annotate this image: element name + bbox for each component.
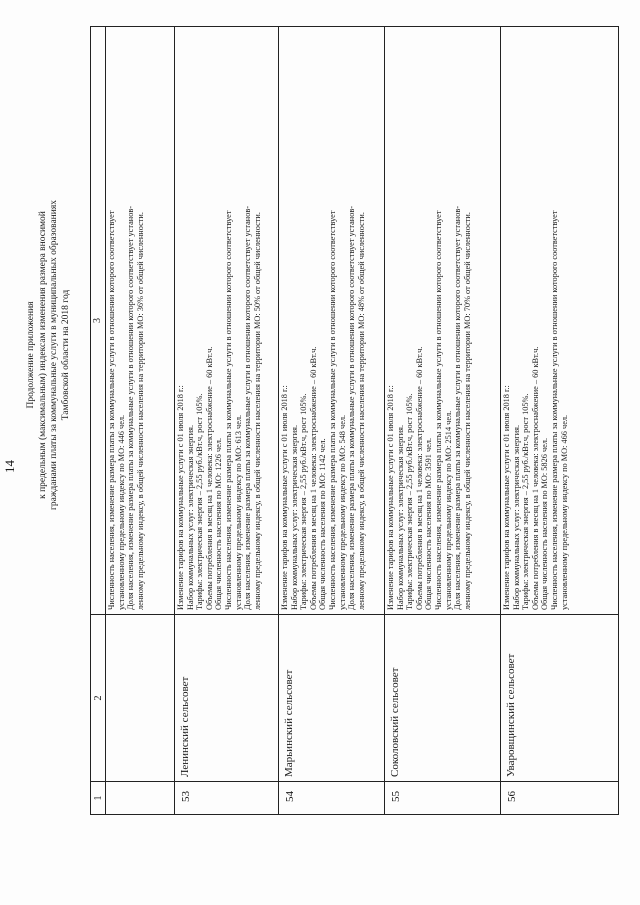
description-line: Численность населения, изменение размера платы за коммунальные услуги в отношении которого соответствует — [107, 210, 116, 610]
description-cell — [385, 27, 500, 614]
municipality-cell — [106, 614, 174, 781]
description-line: Численность населения, изменение размера платы за коммунальные услуги в отношении которого соответствует — [327, 210, 337, 610]
description-line: Набор коммунальных услуг: электрическая энергия. — [289, 424, 299, 610]
description-line: Доля населения, изменение размера платы за коммунальные услуги в отношении которого соответствует установ- — [243, 205, 253, 610]
municipality-cell: Уваровщинский сельсовет — [501, 614, 618, 781]
description-line: Набор коммунальных услуг: электрическая энергия. — [511, 424, 521, 610]
description-line: Тарифы: электрическая энергия – 2,55 руб./кВт.ч, рост 105%. — [299, 393, 309, 610]
heading-line-2: к предельным (максимальным) индексам изменения размера вносимой — [37, 211, 48, 499]
description-cell — [501, 27, 618, 614]
description-line: ленному предельному индексу, в общей численности населения на территории МО: 50% от общей численности. — [252, 212, 262, 610]
row-number-cell: 56 — [501, 781, 618, 814]
description-line: Изменение тарифов на коммунальные услуги с 01 июля 2018 г.: — [176, 385, 185, 610]
heading-line-3: гражданами платы за коммунальные услуги в муниципальных образованиях — [49, 200, 59, 510]
tariff-table — [90, 26, 619, 815]
description-line: Объемы потребления в месяц на 1 человека: электроснабжение – 60 кВт.ч. — [308, 346, 318, 610]
municipality-cell: Марьинский сельсовет — [279, 614, 384, 781]
description-cell — [106, 27, 174, 614]
description-line: Изменение тарифов на коммунальные услуги с 01 июля 2018 г.: — [280, 385, 289, 610]
appendix-heading — [26, 105, 72, 605]
row-number-cell — [106, 781, 174, 814]
heading-line-1: Продолжение приложения — [26, 301, 36, 409]
description-line: Общая численность населения по МО: 1226 чел. — [214, 437, 224, 610]
description-line: Объемы потребления в месяц на 1 человека: электроснабжение – 60 кВт.ч. — [530, 346, 540, 610]
description-cell — [175, 27, 278, 614]
table-row — [279, 27, 385, 814]
table-row — [175, 27, 279, 814]
description-line: Изменение тарифов на коммунальные услуги с 01 июля 2018 г.: — [502, 385, 511, 610]
description-line: Общая численность населения по МО: 5826 чел. — [540, 437, 550, 610]
row-number-cell: 53 — [175, 781, 278, 814]
description-line: Доля населения, изменение размера платы за коммунальные услуги в отношении которого соответствует установ- — [453, 205, 463, 610]
description-line: Численность населения, изменение размера платы за коммунальные услуги в отношении которого соответствует — [549, 210, 559, 610]
description-line: Общая численность населения по МО: 3591 чел. — [424, 437, 434, 610]
description-line: Общая численность населения по МО: 1142 чел. — [318, 438, 328, 610]
description-line: установленному предельному индексу по МО: 2514 чел. — [443, 410, 453, 610]
municipality-cell: Ленинский сельсовет — [175, 614, 278, 781]
description-line: Численность населения, изменение размера платы за коммунальные услуги в отношении которого соответствует — [433, 210, 443, 610]
description-cell — [279, 27, 384, 614]
row-number-cell: 54 — [279, 781, 384, 814]
description-line: Набор коммунальных услуг: электрическая энергия. — [185, 424, 195, 610]
description-line: Объемы потребления в месяц на 1 человека: электроснабжение – 60 кВт.ч. — [414, 346, 424, 610]
header-col-1: 1 — [91, 781, 105, 814]
description-line: Объемы потребления в месяц на 1 человека: электроснабжение – 60 кВт.ч. — [204, 346, 214, 610]
description-line: Численность населения, изменение размера платы за коммунальные услуги в отношении которого соответствует — [223, 210, 233, 610]
description-line: Доля населения, изменение размера платы за коммунальные услуги в отношении которого соответствует установ- — [347, 205, 357, 610]
description-line: установленному предельному индексу по МО: 613 чел. — [233, 414, 243, 610]
description-line: ленному предельному индексу, в общей численности населения на территории МО: 48% от общей численности. — [356, 212, 366, 610]
description-line: ленному предельному индексу, в общей численности населения на территории МО: 36% от общей численности. — [135, 212, 145, 610]
description-line: Тарифы: электрическая энергия – 2,55 руб./кВт.ч, рост 105%. — [195, 393, 205, 610]
description-line: Доля населения, изменение размера платы за коммунальные услуги в отношении которого соответствует установ- — [126, 205, 136, 610]
description-line: установленному предельному индексу по МО: 466 чел. — [559, 414, 569, 610]
description-line: ленному предельному индексу, в общей численности населения на территории МО: 70% от общей численности. — [462, 212, 472, 610]
table-header-row — [91, 27, 106, 814]
description-line: Изменение тарифов на коммунальные услуги с 01 июля 2018 г.: — [386, 385, 395, 610]
header-col-3: 3 — [92, 318, 103, 323]
heading-line-4: Тамбовской области на 2018 год — [60, 289, 71, 421]
table-row — [501, 27, 618, 814]
description-line: Набор коммунальных услуг: электрическая энергия. — [395, 424, 405, 610]
table-row-continuation — [106, 27, 175, 814]
page-number: 14 — [2, 460, 17, 473]
description-line: Тарифы: электрическая энергия – 2,55 руб./кВт.ч, рост 105%. — [521, 393, 531, 610]
description-line: установленному предельному индексу по МО: 446 чел. — [116, 414, 126, 610]
table-row — [385, 27, 501, 814]
description-line: Тарифы: электрическая энергия – 2,55 руб./кВт.ч, рост 105%. — [405, 393, 415, 610]
description-line: установленному предельному индексу по МО: 548 чел. — [337, 414, 347, 610]
municipality-cell: Соколовский сельсовет — [385, 614, 500, 781]
header-col-2: 2 — [91, 614, 105, 781]
row-number-cell: 55 — [385, 781, 500, 814]
